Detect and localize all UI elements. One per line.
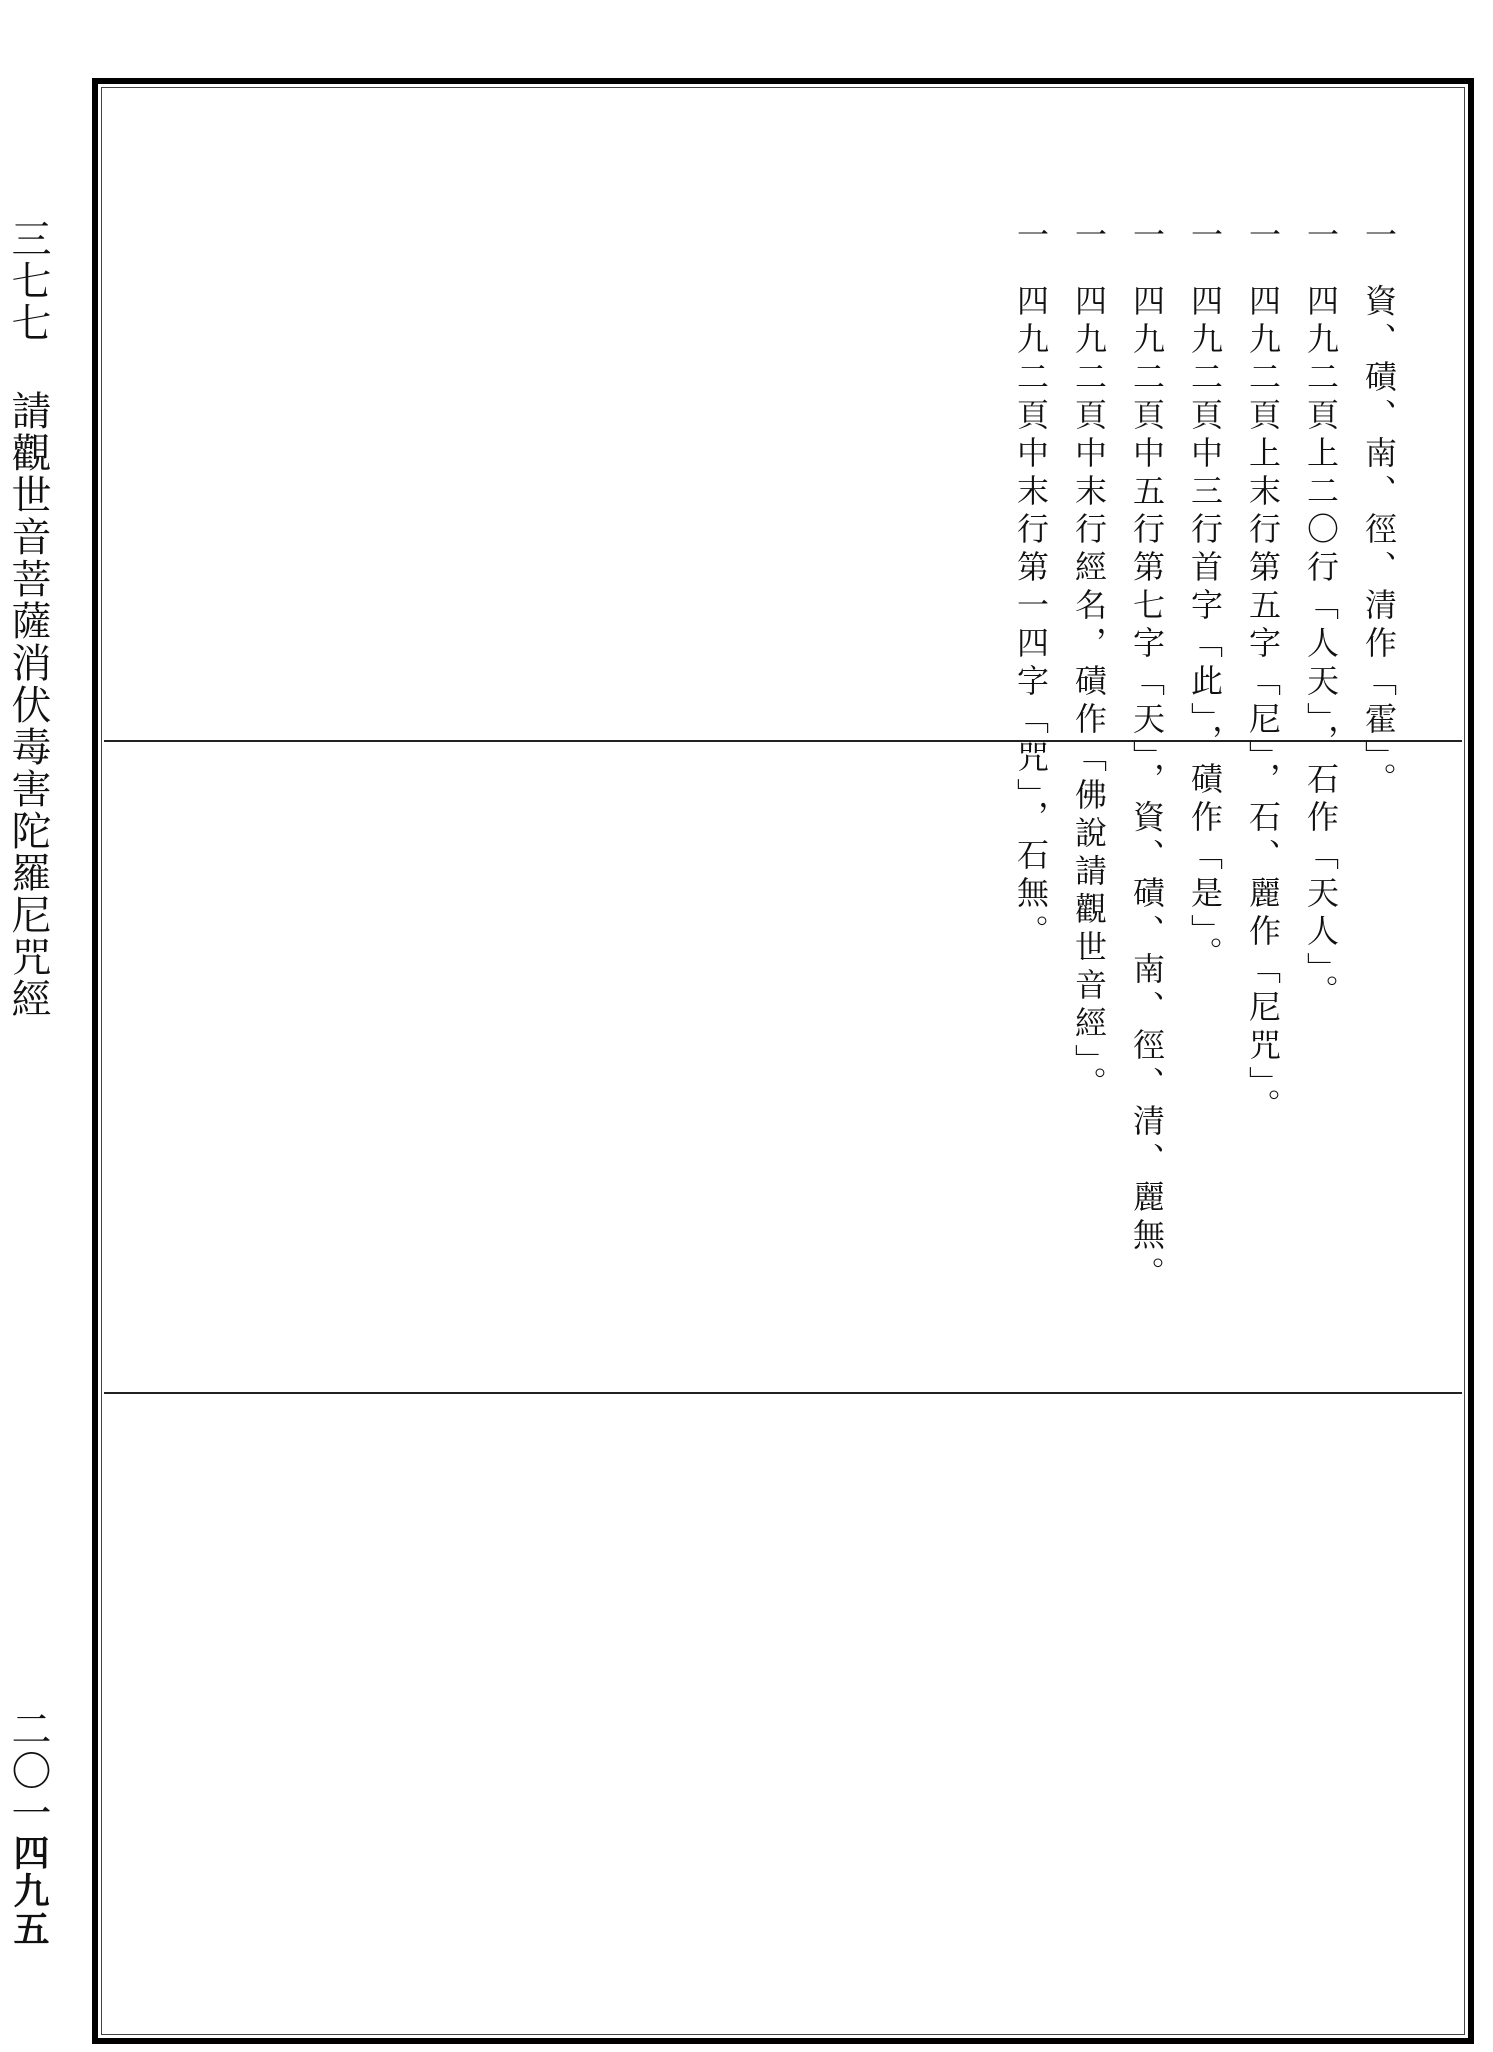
collation-note xyxy=(1060,218,1118,1104)
page-frame xyxy=(92,78,1474,2044)
collation-note xyxy=(1002,218,1060,952)
note-dash: 一 xyxy=(1128,218,1166,256)
note-text: 四九二頁中五行第七字「天」，資、磧、南、徑、清、麗無。 xyxy=(1128,284,1166,1294)
note-text: 四九二頁中三行首字「此」，磧作「是」。 xyxy=(1186,284,1224,974)
note-text: 四九二頁中末行第一四字「咒」，石無。 xyxy=(1012,284,1050,952)
note-dash: 一 xyxy=(1012,218,1050,256)
collation-note xyxy=(1234,218,1292,1126)
collation-note xyxy=(1118,218,1176,1294)
margin-sutra-title: 請觀世音菩薩消伏毒害陀羅尼咒經 xyxy=(5,390,51,1020)
section-divider-lower xyxy=(104,1392,1462,1394)
note-text: 資、磧、南、徑、清作「霍」。 xyxy=(1360,284,1398,800)
collation-note xyxy=(1292,218,1350,1012)
margin-volume: 三七七 xyxy=(5,218,51,344)
note-text: 四九二頁上末行第五字「尼」，石、麗作「尼咒」。 xyxy=(1244,284,1282,1126)
collation-notes xyxy=(1002,218,1408,1294)
collation-note xyxy=(1176,218,1234,974)
margin-page-number xyxy=(4,1708,52,1948)
note-dash: 一 xyxy=(1302,218,1340,256)
note-dash: 一 xyxy=(1244,218,1282,256)
note-text: 四九二頁上二〇行「人天」，石作「天人」。 xyxy=(1302,284,1340,1012)
page-number: 四九五 xyxy=(8,1834,49,1948)
note-dash: 一 xyxy=(1070,218,1108,256)
note-dash: 一 xyxy=(1186,218,1224,256)
note-dash: 一 xyxy=(1360,218,1398,256)
note-text: 四九二頁中末行經名，磧作「佛說請觀世音經」。 xyxy=(1070,284,1108,1104)
collation-note xyxy=(1350,218,1408,800)
page-prefix: 二〇一 xyxy=(5,1708,51,1834)
